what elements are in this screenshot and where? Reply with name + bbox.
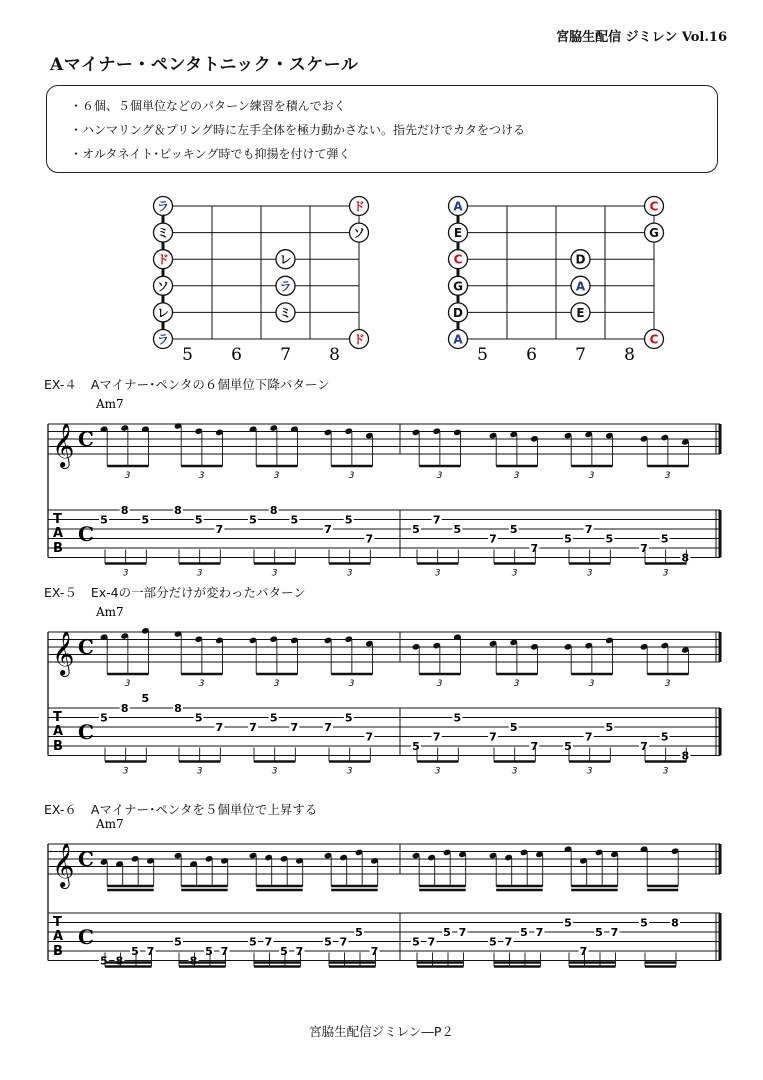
time-signature: C: [78, 635, 94, 659]
tab-fret-number: 5: [412, 740, 420, 753]
tab-fret-number: 7: [458, 926, 467, 939]
fretboard-kana-fret-number: 6: [231, 345, 242, 365]
tab-fret-number: 7: [339, 935, 348, 949]
fretboard-kana-fret-number: 8: [329, 345, 340, 365]
tab-clef-b: B: [53, 944, 63, 959]
tab-fret-number: 5: [509, 721, 518, 734]
tab-fret-number: 5: [141, 513, 150, 527]
tab-fret-number: 5: [520, 926, 528, 939]
fretboard-kana-note-label: ド: [352, 332, 366, 347]
tab-fret-number: 5: [509, 523, 518, 536]
tab-fret-number: 7: [215, 523, 224, 536]
fretboard-kana-note-label: ラ: [156, 199, 170, 214]
tab-fret-number: 5: [412, 935, 420, 949]
tab-clef-a: A: [53, 929, 64, 944]
tab-fret-number: 7: [432, 513, 441, 527]
fretboard-kana-note-label: ド: [156, 252, 170, 267]
tab-fret-number: 7: [584, 523, 593, 536]
tab-time-signature: C: [78, 925, 94, 949]
tab-fret-number: 8: [681, 749, 690, 763]
triplet-marker: 3: [273, 471, 280, 481]
triplet-marker: 3: [664, 471, 671, 481]
tab-clef-t: T: [53, 512, 62, 527]
page-footer: 宮脇生配信ジミレン―P２: [309, 1024, 454, 1039]
tab-fret-number: 5: [131, 945, 139, 958]
tab-fret-number: 7: [579, 945, 588, 958]
tab-fret-number: 5: [249, 935, 257, 949]
tab-clef-b: B: [53, 541, 63, 556]
fretboard-kana-note-label: ラ: [279, 279, 292, 294]
fretboard-letter-note-label: D: [453, 305, 463, 320]
tab-fret-number: 7: [146, 945, 155, 958]
fretboard-kana-note-label: ソ: [156, 279, 170, 294]
tab-triplet-marker: 3: [662, 766, 669, 777]
tab-fret-number: 5: [564, 532, 572, 546]
tab-triplet-marker: 3: [662, 568, 669, 579]
ex6-desc: Aマイナー･ペンタを５個単位で上昇する: [90, 802, 318, 817]
tab-fret-number: 7: [370, 945, 379, 958]
triplet-marker: 3: [588, 679, 595, 689]
time-signature: C: [78, 847, 94, 871]
tab-fret-number: 7: [504, 935, 513, 949]
tab-fret-number: 8: [115, 954, 124, 968]
tab-fret-number: 7: [432, 730, 441, 744]
triplet-marker: 3: [513, 679, 520, 689]
ex6-id: EX-６: [44, 802, 77, 817]
fretboard-kana-note-label: レ: [156, 305, 170, 320]
tab-fret-number: 7: [640, 542, 648, 555]
fretboard-letter-fret-number: 7: [575, 345, 586, 365]
tab-clef-a: A: [53, 526, 64, 541]
fretboard-letter-note-label: A: [453, 332, 463, 347]
tab-fret-number: 7: [365, 532, 374, 546]
tab-fret-number: 7: [264, 935, 273, 949]
tab-fret-number: 5: [205, 945, 213, 958]
tab-fret-number: 8: [269, 504, 278, 517]
tab-fret-number: 7: [535, 926, 544, 939]
fretboard-letter-note-label: D: [575, 252, 586, 267]
tab-triplet-marker: 3: [434, 766, 441, 777]
fretboard-kana-note-label: ミ: [279, 305, 292, 320]
tab-fret-number: 5: [344, 513, 353, 527]
triplet-marker: 3: [124, 679, 131, 689]
tab-fret-number: 8: [120, 504, 129, 517]
tab-triplet-marker: 3: [196, 568, 203, 579]
fretboard-letter-note-label: G: [453, 279, 463, 294]
fretboard-letter-fret-number: 8: [624, 345, 635, 365]
ex5-id: EX-５: [44, 585, 77, 600]
fretboard-kana-fret-number: 5: [182, 345, 193, 365]
tab-fret-number: 5: [453, 523, 462, 536]
tab-fret-number: 7: [640, 740, 648, 753]
tab-triplet-marker: 3: [196, 766, 203, 777]
tab-clef-t: T: [53, 710, 62, 725]
tab-fret-number: 5: [194, 513, 203, 527]
tab-fret-number: 5: [489, 935, 497, 949]
tab-fret-number: 8: [174, 702, 182, 715]
tab-triplet-marker: 3: [511, 568, 518, 579]
tip-2: ・ハンマリング＆プリング時に左手全体を極力動かさない。指先だけでカタをつける: [70, 123, 526, 137]
tab-fret-number: 7: [365, 730, 374, 744]
tab-fret-number: 5: [564, 916, 572, 930]
triplet-marker: 3: [436, 471, 443, 481]
tab-fret-number: 8: [189, 954, 198, 968]
tab-fret-number: 8: [681, 551, 690, 565]
tab-fret-number: 7: [324, 721, 332, 734]
tab-fret-number: 5: [355, 926, 363, 939]
tip-3: ・オルタネイト･ピッキング時でも抑揚を付けて弾く: [70, 147, 351, 161]
tab-time-signature: C: [78, 522, 94, 546]
tab-time-signature: C: [78, 720, 94, 744]
tab-fret-number: 5: [564, 740, 572, 753]
tab-fret-number: 7: [489, 730, 497, 744]
triplet-marker: 3: [436, 679, 443, 689]
tab-fret-number: 5: [280, 945, 288, 958]
time-signature: C: [78, 427, 94, 451]
tab-fret-number: 5: [605, 721, 614, 734]
tab-fret-number: 5: [453, 711, 462, 725]
fretboard-letter-note-label: E: [576, 305, 585, 320]
tab-triplet-marker: 3: [271, 766, 278, 777]
fretboard-letter-note-label: G: [649, 226, 659, 241]
fretboard-kana-fret-number: 7: [280, 345, 291, 365]
tab-clef-b: B: [53, 739, 63, 754]
tab-fret-number: 5: [100, 954, 108, 968]
tab-fret-number: 5: [660, 532, 669, 546]
tab-clef-t: T: [53, 915, 62, 930]
tab-clef-a: A: [53, 724, 64, 739]
tab-triplet-marker: 3: [346, 568, 353, 579]
tab-fret-number: 7: [530, 542, 539, 555]
fretboard-letter-note-label: C: [453, 252, 463, 267]
tab-fret-number: 5: [324, 935, 332, 949]
tab-triplet-marker: 3: [271, 568, 278, 579]
tab-fret-number: 7: [324, 523, 332, 536]
tip-1: ・６個、５個単位などのパターン練習を積んでおく: [70, 99, 346, 113]
tab-fret-number: 7: [295, 945, 304, 958]
triplet-marker: 3: [664, 679, 671, 689]
triplet-marker: 3: [513, 471, 520, 481]
tab-fret-number: 5: [269, 711, 278, 725]
fretboard-kana-note-label: ミ: [156, 226, 170, 241]
ex5-desc: Ex-4の一部分だけが変わったパターン: [90, 585, 306, 600]
tab-fret-number: 8: [174, 504, 182, 517]
tab-fret-number: 7: [290, 721, 299, 734]
tab-triplet-marker: 3: [434, 568, 441, 579]
fretboard-letter-note-label: C: [649, 199, 659, 214]
tab-triplet-marker: 3: [511, 766, 518, 777]
tab-fret-number: 5: [412, 523, 420, 536]
tab-fret-number: 5: [640, 916, 648, 930]
series-header: 宮脇生配信 ジミレン Vol.16: [556, 30, 727, 45]
tab-fret-number: 8: [120, 702, 129, 715]
tab-fret-number: 5: [660, 730, 669, 744]
triplet-marker: 3: [198, 471, 205, 481]
tab-fret-number: 5: [100, 513, 108, 527]
triplet-marker: 3: [273, 679, 280, 689]
tab-fret-number: 5: [174, 935, 182, 949]
tab-triplet-marker: 3: [122, 568, 129, 579]
chord-symbol: Am7: [96, 605, 124, 619]
triplet-marker: 3: [198, 679, 205, 689]
tab-triplet-marker: 3: [586, 766, 593, 777]
tab-fret-number: 5: [194, 711, 203, 725]
fretboard-kana-note-label: ド: [352, 199, 366, 214]
page-title: Aマイナー・ペンタトニック・スケール: [50, 55, 359, 75]
tab-fret-number: 7: [427, 935, 436, 949]
fretboard-kana-note-label: レ: [279, 252, 292, 267]
triplet-marker: 3: [348, 679, 355, 689]
fretboard-kana-note-label: ソ: [352, 226, 366, 241]
tab-triplet-marker: 3: [586, 568, 593, 579]
fretboard-letter-fret-number: 6: [526, 345, 537, 365]
tab-fret-number: 5: [595, 926, 603, 939]
treble-clef: 𝄞: [52, 631, 75, 675]
tab-triplet-marker: 3: [122, 766, 129, 777]
tab-fret-number: 7: [489, 532, 497, 546]
ex4-id: EX-４: [44, 377, 77, 392]
tab-fret-number: 5: [141, 692, 150, 705]
tab-fret-number: 7: [610, 926, 619, 939]
chord-symbol: Am7: [96, 397, 124, 411]
tab-fret-number: 8: [671, 916, 679, 930]
triplet-marker: 3: [348, 471, 355, 481]
tab-fret-number: 7: [584, 730, 593, 744]
tab-fret-number: 5: [249, 513, 257, 527]
fretboard-letter-note-label: C: [649, 332, 659, 347]
fretboard-kana-note-label: ラ: [156, 332, 170, 347]
fretboard-letter-note-label: E: [453, 226, 463, 241]
tab-fret-number: 5: [344, 711, 353, 725]
treble-clef: 𝄞: [52, 843, 75, 887]
ex4-desc: Aマイナー･ペンタの６個単位下降パターン: [90, 377, 330, 392]
tab-fret-number: 5: [605, 532, 614, 546]
tab-fret-number: 7: [215, 721, 224, 734]
fretboard-letter-fret-number: 5: [477, 345, 488, 365]
tab-fret-number: 7: [220, 945, 229, 958]
triplet-marker: 3: [588, 471, 595, 481]
fretboard-letter-note-label: A: [453, 199, 463, 214]
tab-triplet-marker: 3: [346, 766, 353, 777]
tab-fret-number: 7: [249, 721, 257, 734]
tab-fret-number: 5: [100, 711, 108, 725]
treble-clef: 𝄞: [52, 423, 75, 467]
chord-symbol: Am7: [96, 817, 124, 831]
triplet-marker: 3: [124, 471, 131, 481]
tab-fret-number: 7: [530, 740, 539, 753]
tab-fret-number: 5: [443, 926, 451, 939]
tab-fret-number: 5: [290, 513, 299, 527]
fretboard-letter-note-label: A: [575, 279, 586, 294]
